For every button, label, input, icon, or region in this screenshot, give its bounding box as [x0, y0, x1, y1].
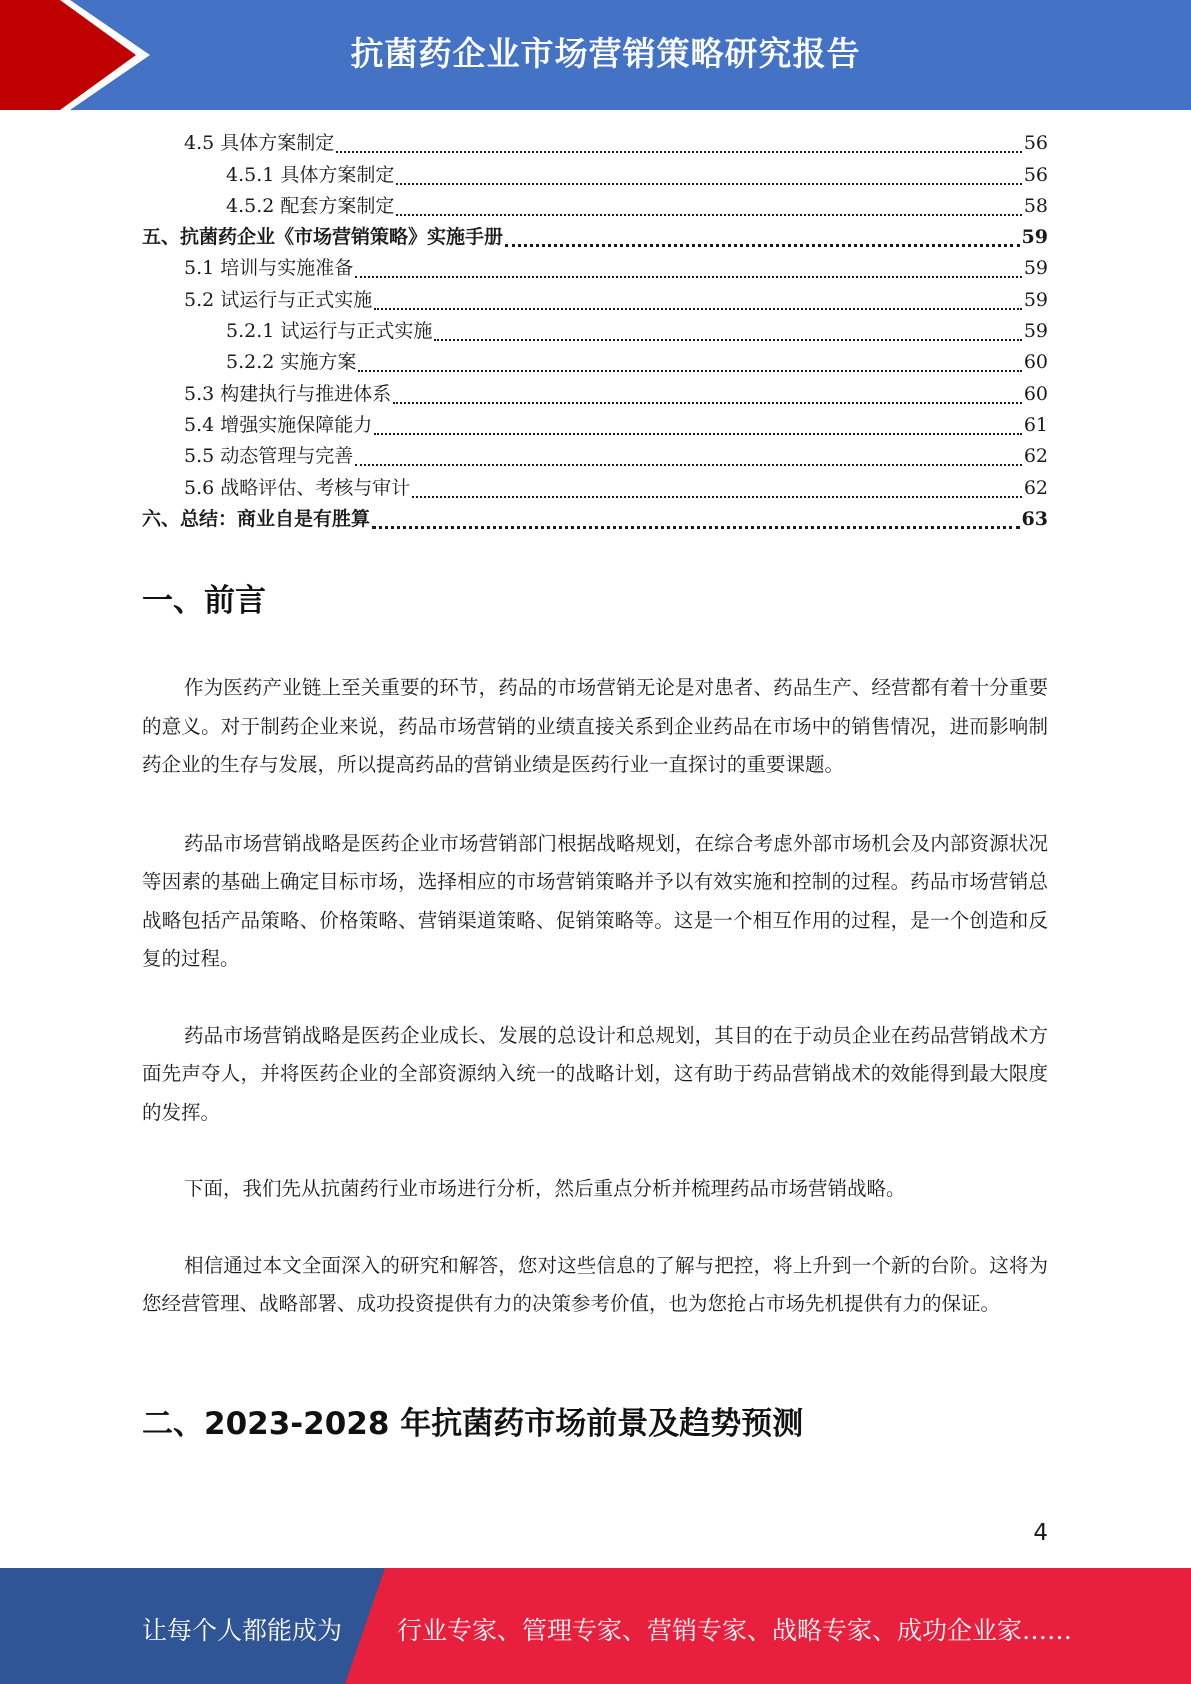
preface-paragraph: 下面，我们先从抗菌药行业市场进行分析，然后重点分析并梳理药品市场营销战略。: [184, 1177, 906, 1200]
toc-entry-page: 56: [1023, 163, 1048, 186]
page-header: [0, 0, 1191, 110]
toc-entry-page: 56: [1023, 132, 1048, 155]
section-heading-market-forecast: 二、2023-2028 年抗菌药市场前景及趋势预测: [142, 1406, 804, 1442]
toc-entry-page: 60: [1023, 351, 1048, 374]
toc-leader-dots: [372, 526, 1020, 529]
toc-entry[interactable]: [142, 316, 1048, 347]
toc-entry-page: 62: [1023, 476, 1048, 499]
toc-entry-title: 5.3 构建执行与推进体系: [184, 382, 392, 405]
toc-leader-dots: [396, 214, 1021, 216]
toc-entry[interactable]: [142, 410, 1048, 441]
toc-entry-title: 5.6 战略评估、考核与审计: [184, 476, 411, 499]
toc-entry-title: 5.2.1 试运行与正式实施: [226, 320, 433, 343]
page-number: 4: [1033, 1520, 1048, 1546]
toc-entry-title: 4.5 具体方案制定: [184, 132, 335, 155]
toc-entry-title: 5.2.2 实施方案: [226, 351, 357, 374]
toc-leader-dots: [396, 183, 1021, 185]
footer-slogan-left: 让每个人都能成为: [142, 1616, 343, 1645]
toc-entry[interactable]: [142, 441, 1048, 472]
document-title: 抗菌药企业市场营销策略研究报告: [350, 34, 861, 73]
toc-entry-title: 5.1 培训与实施准备: [184, 257, 354, 280]
toc-entry-page: 59: [1023, 257, 1048, 280]
toc-entry[interactable]: [142, 347, 1048, 378]
toc-leader-dots: [336, 151, 1022, 153]
footer-slogan-right: 行业专家、管理专家、营销专家、战略专家、成功企业家……: [397, 1616, 1073, 1645]
toc-entry-page: 63: [1021, 507, 1048, 530]
toc-entry-title: 4.5.1 具体方案制定: [226, 163, 395, 186]
preface-paragraph: 相信通过本文全面深入的研究和解答，您对这些信息的了解与把控，将上升到一个新的台阶。这将为您经营管理、战略部署、成功投资提供有力的决策参考价值，也为您抢占市场先机提供有力的保证。: [142, 1253, 1048, 1315]
toc-entry-page: 59: [1023, 320, 1048, 343]
preface-paragraph: 药品市场营销战略是医药企业成长、发展的总设计和总规划，其目的在于动员企业在药品营销战术方面先声夺人，并将医药企业的全部资源纳入统一的战略计划，这有助于药品营销战术的效能得到最大限度的发挥。: [142, 1023, 1048, 1124]
toc-entry-page: 62: [1023, 445, 1048, 468]
toc-leader-dots: [393, 402, 1022, 404]
toc-leader-dots: [505, 244, 1020, 247]
toc-leader-dots: [355, 464, 1022, 466]
table-of-contents: [142, 128, 1048, 535]
toc-entry[interactable]: [142, 253, 1048, 284]
preface-paragraph: 作为医药产业链上至关重要的环节，药品的市场营销无论是对患者、药品生产、经营都有着十分重要的意义。对于制药企业来说，药品市场营销的业绩直接关系到企业药品在市场中的销售情况，进而影响制药企业的生存与发展，所以提高药品的营销业绩是医药行业一直探讨的重要课题。: [142, 676, 1048, 776]
toc-entry-title: 5.5 动态管理与完善: [184, 445, 354, 468]
toc-entry[interactable]: [142, 378, 1048, 409]
toc-entry-page: 61: [1023, 413, 1048, 436]
toc-entry-page: 60: [1023, 382, 1048, 405]
toc-leader-dots: [412, 496, 1022, 498]
preface-paragraph: 药品市场营销战略是医药企业市场营销部门根据战略规划，在综合考虑外部市场机会及内部资源状况等因素的基础上确定目标市场，选择相应的市场营销策略并予以有效实施和控制的过程。药品市场营销总战略包括产品策略、价格策略、营销渠道策略、促销策略等。这是一个相互作用的过程，是一个创造和反复的过程。: [142, 831, 1048, 970]
toc-entry[interactable]: [142, 504, 1048, 535]
toc-entry[interactable]: [142, 472, 1048, 503]
toc-entry[interactable]: [142, 191, 1048, 222]
toc-entry-page: 58: [1023, 194, 1048, 217]
toc-leader-dots: [374, 308, 1022, 310]
toc-entry-title: 5.2 试运行与正式实施: [184, 288, 373, 311]
toc-entry-title: 4.5.2 配套方案制定: [226, 194, 395, 217]
page-footer: [0, 1568, 1191, 1684]
toc-entry-title: 5.4 增强实施保障能力: [184, 413, 373, 436]
toc-entry-title: 五、抗菌药企业《市场营销策略》实施手册: [142, 226, 504, 249]
toc-entry-page: 59: [1021, 226, 1048, 249]
toc-entry-title: 六、总结：商业自是有胜算: [142, 507, 371, 530]
toc-entry[interactable]: [142, 222, 1048, 253]
preface-body: [142, 669, 1048, 1362]
toc-leader-dots: [358, 370, 1021, 372]
toc-leader-dots: [374, 433, 1022, 435]
toc-entry[interactable]: [142, 159, 1048, 190]
toc-leader-dots: [434, 339, 1021, 341]
toc-entry[interactable]: [142, 128, 1048, 159]
section-heading-preface: 一、前言: [142, 583, 266, 619]
toc-entry-page: 59: [1023, 288, 1048, 311]
toc-entry[interactable]: [142, 284, 1048, 315]
toc-leader-dots: [355, 276, 1022, 278]
